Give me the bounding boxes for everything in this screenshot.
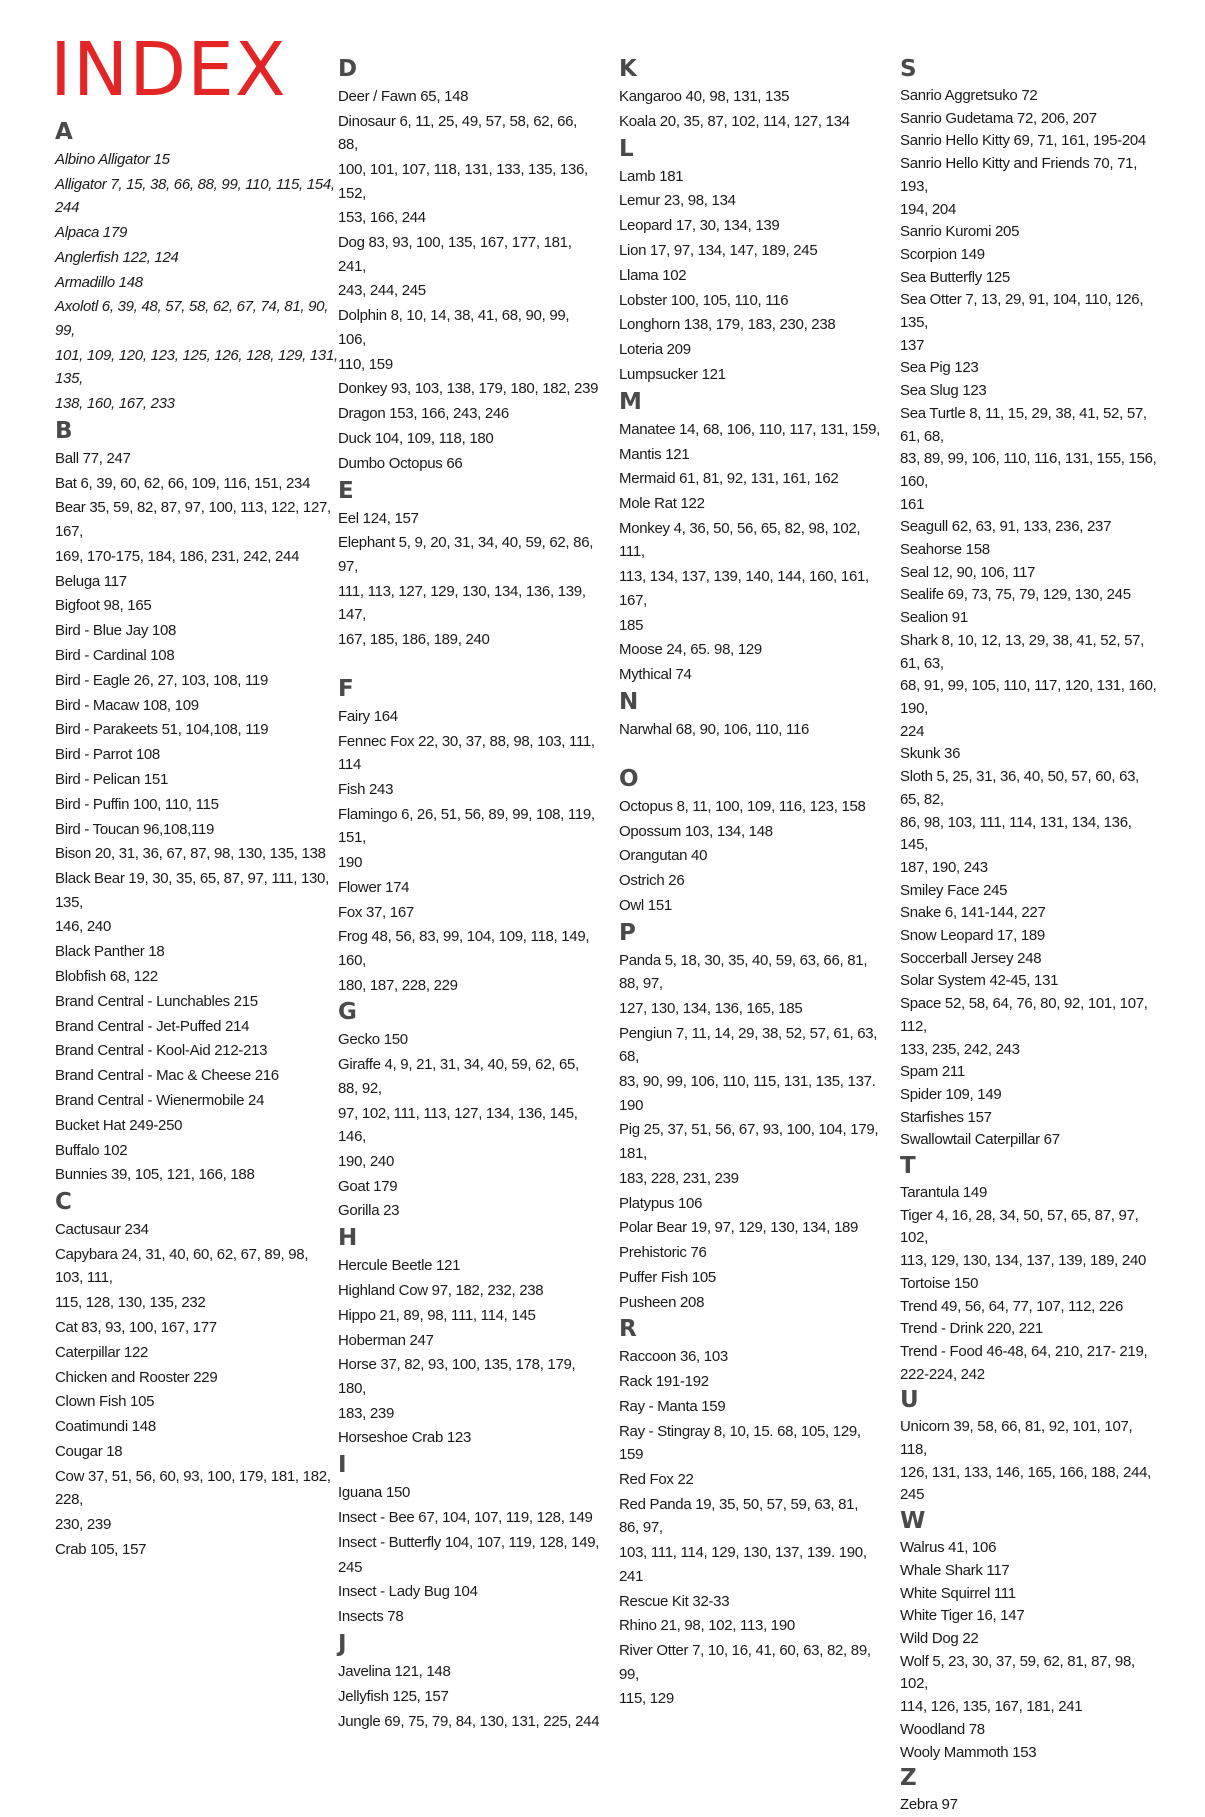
index-entry: Wooly Mammoth 153 [900, 1743, 1037, 1761]
index-entry: Cougar 18 [55, 1443, 123, 1461]
section-letter: A [55, 119, 73, 145]
index-entry: 183, 239 [338, 1404, 394, 1422]
index-entry: Donkey 93, 103, 138, 179, 180, 182, 239 [338, 380, 599, 398]
index-section-n [619, 688, 881, 742]
index-entry: Owl 151 [619, 896, 672, 914]
index-entry: Tarantula 149 [900, 1184, 988, 1202]
index-entry: Deer / Fawn 65, 148 [338, 88, 469, 105]
index-entry: Bird - Toucan 96,108,119 [55, 820, 215, 838]
index-entry: Bird - Blue Jay 108 [55, 622, 177, 640]
section-letter: E [338, 477, 354, 504]
index-entry: Chicken and Rooster 229 [55, 1368, 218, 1386]
index-section-j [338, 1630, 600, 1733]
index-section-m [619, 388, 881, 687]
index-entry: Wild Dog 22 [900, 1630, 979, 1647]
index-entry: Gecko 150 [338, 1031, 408, 1049]
index-entry: Brand Central - Mac & Cheese 216 [55, 1067, 279, 1085]
index-entry: Javelina 121, 148 [338, 1663, 451, 1681]
index-entry: Ball 77, 247 [55, 449, 131, 467]
index-entry: Bucket Hat 249-250 [55, 1116, 183, 1134]
index-entry: 110, 159 [338, 355, 393, 373]
section-letter: F [338, 675, 354, 702]
index-entry: 133, 235, 242, 243 [900, 1040, 1020, 1058]
index-entry: 113, 129, 130, 134, 137, 139, 189, 240 [900, 1252, 1147, 1270]
section-letter: N [619, 688, 639, 715]
index-entry: Starfishes 157 [900, 1108, 992, 1126]
index-entry: 243, 244, 245 [338, 282, 426, 300]
index-entry: Cactusaur 234 [55, 1221, 149, 1239]
index-entry: 187, 190, 243 [900, 858, 988, 876]
index-entry: 245 [338, 1558, 363, 1576]
index-entry: 97, 102, 111, 113, 127, 134, 136, 145, 146, [338, 1104, 578, 1146]
index-column-4 [900, 55, 1162, 1817]
index-entry: Fairy 164 [338, 707, 398, 725]
index-section-g [338, 998, 600, 1222]
index-entry: Sea Butterfly 125 [900, 268, 1010, 286]
index-section-p [619, 919, 881, 1314]
index-entry: 190, 240 [338, 1152, 394, 1170]
index-entry: 222-224, 242 [900, 1365, 985, 1383]
index-entry: Insects 78 [338, 1608, 404, 1626]
index-entry: Snow Leopard 17, 189 [900, 927, 1045, 945]
index-entry: Blobfish 68, 122 [55, 968, 158, 986]
section-letter: O [619, 765, 639, 792]
index-entry: Jellyfish 125, 157 [338, 1687, 449, 1705]
index-entry: Hippo 21, 89, 98, 111, 114, 145 [338, 1306, 536, 1324]
index-entry: Tortoise 150 [900, 1274, 979, 1292]
index-entry: Elephant 5, 9, 20, 31, 34, 40, 59, 62, 86, 97, [338, 534, 594, 575]
index-entry: 113, 134, 137, 139, 140, 144, 160, 161, 167, [619, 568, 869, 609]
index-entry: Skunk 36 [900, 745, 961, 763]
index-entry: Cat 83, 93, 100, 167, 177 [55, 1319, 217, 1337]
index-entry: Fox 37, 167 [338, 903, 414, 921]
index-entry: 86, 98, 103, 111, 114, 131, 134, 136, 145, [900, 813, 1132, 854]
index-entry: Monkey 4, 36, 50, 56, 65, 82, 98, 102, 111, [619, 519, 861, 561]
index-section-t [900, 1152, 1162, 1386]
section-letter: B [55, 417, 73, 444]
index-entry: Bear 35, 59, 82, 87, 97, 100, 113, 122, 127, 167, [55, 499, 331, 540]
index-entry: Zebra 97 [900, 1796, 958, 1814]
index-entry: 127, 130, 134, 136, 165, 185 [619, 1000, 803, 1018]
index-entry: Sanrio Aggretsuko 72 [900, 87, 1038, 104]
index-entry: Dumbo Octopus 66 [338, 454, 463, 472]
section-letter: D [338, 56, 358, 82]
index-section-k [619, 55, 881, 133]
index-entry: Seal 12, 90, 106, 117 [900, 563, 1036, 581]
index-entry: Capybara 24, 31, 40, 60, 62, 67, 89, 98, 103, 111, [55, 1245, 309, 1287]
index-entry: Panda 5, 18, 30, 35, 40, 59, 63, 66, 81, 88, 97, [619, 951, 868, 993]
index-section-w [900, 1507, 1162, 1764]
index-entry: Pusheen 208 [619, 1293, 705, 1311]
index-entry: Caterpillar 122 [55, 1343, 149, 1361]
index-entry: Walrus 41, 106 [900, 1539, 997, 1557]
index-entry: Brand Central - Lunchables 215 [55, 992, 258, 1010]
index-column-3 [619, 55, 881, 1712]
index-entry: Bunnies 39, 105, 121, 166, 188 [55, 1166, 255, 1184]
index-entry: Pig 25, 37, 51, 56, 67, 93, 100, 104, 179, 181, [619, 1121, 879, 1162]
section-letter: J [338, 1631, 347, 1658]
index-entry: Shark 8, 10, 12, 13, 29, 38, 41, 52, 57, 61, 63, [900, 631, 1145, 672]
index-entry: Prehistoric 76 [619, 1244, 707, 1262]
index-section-h [338, 1224, 600, 1450]
index-entry: Coatimundi 148 [55, 1418, 156, 1436]
index-entry: 167, 185, 186, 189, 240 [338, 630, 490, 648]
index-entry: 100, 101, 107, 118, 131, 133, 135, 136, 152, [338, 161, 588, 202]
index-entry: Woodland 78 [900, 1720, 985, 1738]
index-entry: Dolphin 8, 10, 14, 38, 41, 68, 90, 99, 106, [338, 307, 570, 348]
index-entry: Sea Turtle 8, 11, 15, 29, 38, 41, 52, 57, 61, 68, [900, 404, 1147, 445]
section-letter: I [338, 1452, 347, 1479]
index-entry: Crab 105, 157 [55, 1540, 147, 1558]
section-letter: R [619, 1316, 637, 1343]
index-entry: Leopard 17, 30, 134, 139 [619, 217, 780, 235]
index-section-u [900, 1386, 1162, 1507]
index-entry: 146, 240 [55, 918, 111, 936]
section-letter: P [619, 919, 636, 946]
section-letter: G [338, 999, 357, 1026]
index-entry: Soccerball Jersey 248 [900, 949, 1042, 967]
index-entry: Snake 6, 141-144, 227 [900, 904, 1046, 922]
index-section-b [55, 417, 340, 1187]
index-entry: Scorpion 149 [900, 245, 985, 263]
index-entry: 138, 160, 167, 233 [55, 395, 175, 413]
index-entry: Ray - Manta 159 [619, 1398, 726, 1416]
index-entry: Sloth 5, 25, 31, 36, 40, 50, 57, 60, 63, 65, 82, [900, 768, 1140, 808]
index-entry: Clown Fish 105 [55, 1393, 155, 1411]
index-entry: Highland Cow 97, 182, 232, 238 [338, 1282, 544, 1299]
index-entry: Black Bear 19, 30, 35, 65, 87, 97, 111, 130, 135, [55, 870, 329, 911]
index-entry: Beluga 117 [55, 572, 127, 590]
index-entry: 169, 170-175, 184, 186, 231, 242, 244 [55, 547, 300, 565]
index-entry: 115, 129 [619, 1690, 674, 1708]
index-entry: Flower 174 [338, 878, 410, 896]
index-entry: Tiger 4, 16, 28, 34, 50, 57, 65, 87, 97, 102, [900, 1206, 1139, 1247]
index-entry: Goat 179 [338, 1177, 398, 1195]
index-entry: Alligator 7, 15, 38, 66, 88, 99, 110, 115, 154, 244 [55, 175, 335, 217]
index-entry: Insect - Butterfly 104, 107, 119, 128, 149, [338, 1533, 600, 1551]
index-entry: Bird - Puffin 100, 110, 115 [55, 795, 219, 813]
index-entry: Koala 20, 35, 87, 102, 114, 127, 134 [619, 112, 850, 130]
index-entry: Moose 24, 65. 98, 129 [619, 641, 762, 659]
index-entry: 190 [338, 853, 363, 871]
index-entry: 161 [900, 495, 925, 513]
section-letter: C [55, 1189, 72, 1216]
index-entry: Sanrio Hello Kitty 69, 71, 161, 195-204 [900, 132, 1146, 150]
index-entry: Alpaca 179 [55, 224, 128, 242]
section-letter: T [900, 1153, 916, 1180]
index-entry: Fennec Fox 22, 30, 37, 88, 98, 103, 111, 114 [338, 732, 595, 774]
index-section-r [619, 1315, 881, 1710]
index-section-s [900, 55, 1162, 1152]
index-entry: Sea Slug 123 [900, 382, 987, 400]
index-entry: Bigfoot 98, 165 [55, 597, 152, 615]
index-section-o [619, 765, 881, 918]
section-letter: W [900, 1508, 926, 1535]
index-entry: Iguana 150 [338, 1484, 411, 1502]
index-entry: Sea Pig 123 [900, 359, 979, 377]
index-entry: Sealion 91 [900, 609, 968, 627]
section-letter: K [619, 56, 637, 82]
index-entry: Wolf 5, 23, 30, 37, 59, 62, 81, 87, 98, 102, [900, 1652, 1135, 1693]
index-entry: White Tiger 16, 147 [900, 1607, 1025, 1625]
index-entry: 101, 109, 120, 123, 125, 126, 128, 129, 131, 135, [55, 346, 338, 388]
index-entry: Trend 49, 56, 64, 77, 107, 112, 226 [900, 1297, 1124, 1315]
index-entry: Narwhal 68, 90, 106, 110, 116 [619, 720, 810, 738]
index-entry: Albino Alligator 15 [55, 151, 170, 168]
index-entry: 111, 113, 127, 129, 130, 134, 136, 139, 147, [338, 582, 586, 624]
index-entry: Anglerfish 122, 124 [55, 248, 179, 266]
index-entry: 83, 89, 99, 106, 110, 116, 131, 155, 156, 160, [900, 450, 1157, 490]
index-entry: Bison 20, 31, 36, 67, 87, 98, 130, 135, 138 [55, 845, 326, 863]
index-entry: 68, 91, 99, 105, 110, 117, 120, 131, 160, 190, [900, 677, 1157, 717]
index-entry: Trend - Food 46-48, 64, 210, 217- 219, [900, 1342, 1148, 1360]
index-entry: Mermaid 61, 81, 92, 131, 161, 162 [619, 470, 839, 488]
index-entry: Rescue Kit 32-33 [619, 1592, 730, 1610]
index-entry: Brand Central - Jet-Puffed 214 [55, 1017, 250, 1035]
index-entry: Puffer Fish 105 [619, 1268, 716, 1286]
index-entry: Bird - Parakeets 51, 104,108, 119 [55, 721, 269, 739]
index-section-d [338, 55, 600, 475]
index-entry: Lobster 100, 105, 110, 116 [619, 291, 789, 309]
index-section-e [338, 477, 600, 652]
index-entry: Trend - Drink 220, 221 [900, 1320, 1043, 1338]
index-entry: Insect - Lady Bug 104 [338, 1583, 478, 1601]
index-entry: Sanrio Gudetama 72, 206, 207 [900, 109, 1097, 127]
index-entry: Llama 102 [619, 266, 687, 284]
index-entry: Brand Central - Wienermobile 24 [55, 1092, 265, 1109]
index-entry: Red Fox 22 [619, 1471, 694, 1489]
index-entry: Rhino 21, 98, 102, 113, 190 [619, 1617, 795, 1635]
index-entry: 224 [900, 722, 925, 740]
index-entry: 180, 187, 228, 229 [338, 976, 458, 994]
index-entry: Mythical 74 [619, 666, 692, 684]
index-entry: Horse 37, 82, 93, 100, 135, 178, 179, 180, [338, 1356, 576, 1397]
index-entry: Platypus 106 [619, 1194, 703, 1212]
index-entry: Sealife 69, 73, 75, 79, 129, 130, 245 [900, 586, 1131, 604]
index-section-z [900, 1764, 1162, 1817]
index-entry: Sanrio Kuromi 205 [900, 223, 1020, 241]
index-entry: Giraffe 4, 9, 21, 31, 34, 40, 59, 62, 65, 88, 92, [338, 1056, 579, 1097]
index-column-1 [55, 118, 340, 1563]
index-entry: Seagull 62, 63, 91, 133, 236, 237 [900, 518, 1112, 536]
index-section-i [338, 1451, 600, 1628]
index-entry: Rack 191-192 [619, 1373, 709, 1391]
index-entry: Hoberman 247 [338, 1331, 434, 1349]
index-entry: Horseshoe Crab 123 [338, 1429, 472, 1447]
index-section-c [55, 1188, 340, 1561]
index-entry: 103, 111, 114, 129, 130, 137, 139. 190, 241 [619, 1544, 867, 1585]
section-spacer [619, 743, 881, 765]
index-entry: 126, 131, 133, 146, 165, 166, 188, 244, 245 [900, 1463, 1152, 1504]
section-letter: U [900, 1387, 919, 1414]
index-entry: 83, 90, 99, 106, 110, 115, 131, 135, 137. 190 [619, 1073, 876, 1114]
index-entry: Spider 109, 149 [900, 1085, 1002, 1103]
index-entry: Space 52, 58, 64, 76, 80, 92, 101, 107, 112, [900, 995, 1148, 1035]
index-entry: Red Panda 19, 35, 50, 57, 59, 63, 81, 86, 97, [619, 1495, 859, 1537]
index-entry: Mole Rat 122 [619, 495, 705, 513]
index-entry: Swallowtail Caterpillar 67 [900, 1131, 1060, 1149]
index-entry: 230, 239 [55, 1516, 111, 1534]
index-section-a [55, 118, 340, 416]
index-entry: Jungle 69, 75, 79, 84, 130, 131, 225, 244 [338, 1712, 600, 1730]
index-section-l [619, 135, 881, 387]
index-entry: Ray - Stingray 8, 10, 15. 68, 105, 129, 159 [619, 1422, 861, 1464]
index-entry: 185 [619, 616, 644, 634]
index-entry: Polar Bear 19, 97, 129, 130, 134, 189 [619, 1219, 859, 1237]
index-entry: Bird - Parrot 108 [55, 746, 160, 764]
index-entry: Ostrich 26 [619, 872, 685, 890]
index-entry: Brand Central - Kool-Aid 212-213 [55, 1042, 268, 1060]
index-entry: White Squirrel 111 [900, 1584, 1016, 1602]
index-entry: Manatee 14, 68, 106, 110, 117, 131, 159, [619, 420, 880, 438]
index-entry: Cow 37, 51, 56, 60, 93, 100, 179, 181, 182, 228, [55, 1467, 331, 1509]
index-entry: Eel 124, 157 [338, 509, 419, 527]
index-entry: Hercule Beetle 121 [338, 1257, 461, 1275]
index-entry: Lion 17, 97, 134, 147, 189, 245 [619, 241, 818, 259]
section-letter: L [619, 135, 634, 162]
index-entry: Armadillo 148 [55, 273, 143, 291]
index-entry: Mantis 121 [619, 445, 690, 463]
index-entry: Seahorse 158 [900, 541, 990, 559]
index-entry: 115, 128, 130, 135, 232 [55, 1294, 206, 1312]
index-entry: 153, 166, 244 [338, 209, 426, 227]
index-entry: Opossum 103, 134, 148 [619, 822, 773, 840]
index-entry: Smiley Face 245 [900, 881, 1008, 899]
index-entry: Lemur 23, 98, 134 [619, 192, 736, 210]
index-entry: Frog 48, 56, 83, 99, 104, 109, 118, 149, 160, [338, 928, 590, 969]
section-letter: M [619, 388, 642, 415]
section-letter: H [338, 1225, 358, 1252]
index-entry: 194, 204 [900, 200, 956, 218]
index-column-2 [338, 55, 600, 1734]
index-entry: Lumpsucker 121 [619, 365, 726, 383]
index-entry: Pengiun 7, 11, 14, 29, 38, 52, 57, 61, 63, 68, [619, 1024, 878, 1066]
index-entry: Fish 243 [338, 780, 394, 798]
index-entry: Bird - Macaw 108, 109 [55, 696, 199, 714]
section-spacer [338, 653, 600, 675]
index-entry: Whale Shark 117 [900, 1561, 1010, 1579]
index-entry: Sea Otter 7, 13, 29, 91, 104, 110, 126, 135, [900, 291, 1144, 332]
index-entry: Insect - Bee 67, 104, 107, 119, 128, 149 [338, 1509, 593, 1527]
index-entry: Octopus 8, 11, 100, 109, 116, 123, 158 [619, 797, 866, 815]
section-letter: S [900, 56, 917, 82]
index-entry: 137 [900, 336, 925, 354]
index-entry: Dinosaur 6, 11, 25, 49, 57, 58, 62, 66, 88, [338, 112, 578, 154]
index-entry: River Otter 7, 10, 16, 41, 60, 63, 82, 89, 99, [619, 1642, 871, 1683]
index-entry: Bird - Pelican 151 [55, 770, 168, 788]
index-entry: Bat 6, 39, 60, 62, 66, 109, 116, 151, 234 [55, 474, 311, 492]
index-entry: Longhorn 138, 179, 183, 230, 238 [619, 316, 836, 334]
index-entry: Loteria 209 [619, 341, 691, 359]
index-entry: Spam 211 [900, 1063, 965, 1081]
page-title: INDEX [50, 27, 287, 113]
index-entry: Axolotl 6, 39, 48, 57, 58, 62, 67, 74, 81, 90, 99, [55, 298, 329, 339]
index-entry: Bird - Cardinal 108 [55, 646, 175, 664]
index-entry: 114, 126, 135, 167, 181, 241 [900, 1698, 1083, 1716]
index-entry: Dog 83, 93, 100, 135, 167, 177, 181, 241, [338, 234, 572, 275]
index-entry: Lamb 181 [619, 167, 684, 185]
index-entry: Bird - Eagle 26, 27, 103, 108, 119 [55, 671, 269, 689]
index-entry: Orangutan 40 [619, 847, 708, 865]
index-entry: Raccoon 36, 103 [619, 1348, 728, 1366]
index-entry: Black Panther 18 [55, 943, 165, 961]
index-entry: Solar System 42-45, 131 [900, 972, 1059, 990]
index-section-f [338, 675, 600, 997]
index-entry: Sanrio Hello Kitty and Friends 70, 71, 193, [900, 155, 1138, 195]
index-entry: Unicorn 39, 58, 66, 81, 92, 101, 107, 118, [900, 1418, 1133, 1459]
index-entry: Flamingo 6, 26, 51, 56, 89, 99, 108, 119, 151, [338, 805, 595, 847]
index-entry: Duck 104, 109, 118, 180 [338, 429, 494, 447]
index-entry: Buffalo 102 [55, 1141, 128, 1159]
index-entry: Gorilla 23 [338, 1202, 400, 1220]
index-entry: Dragon 153, 166, 243, 246 [338, 405, 509, 423]
index-entry: Kangaroo 40, 98, 131, 135 [619, 88, 790, 105]
index-entry: 183, 228, 231, 239 [619, 1169, 739, 1187]
section-letter: Z [900, 1765, 917, 1792]
